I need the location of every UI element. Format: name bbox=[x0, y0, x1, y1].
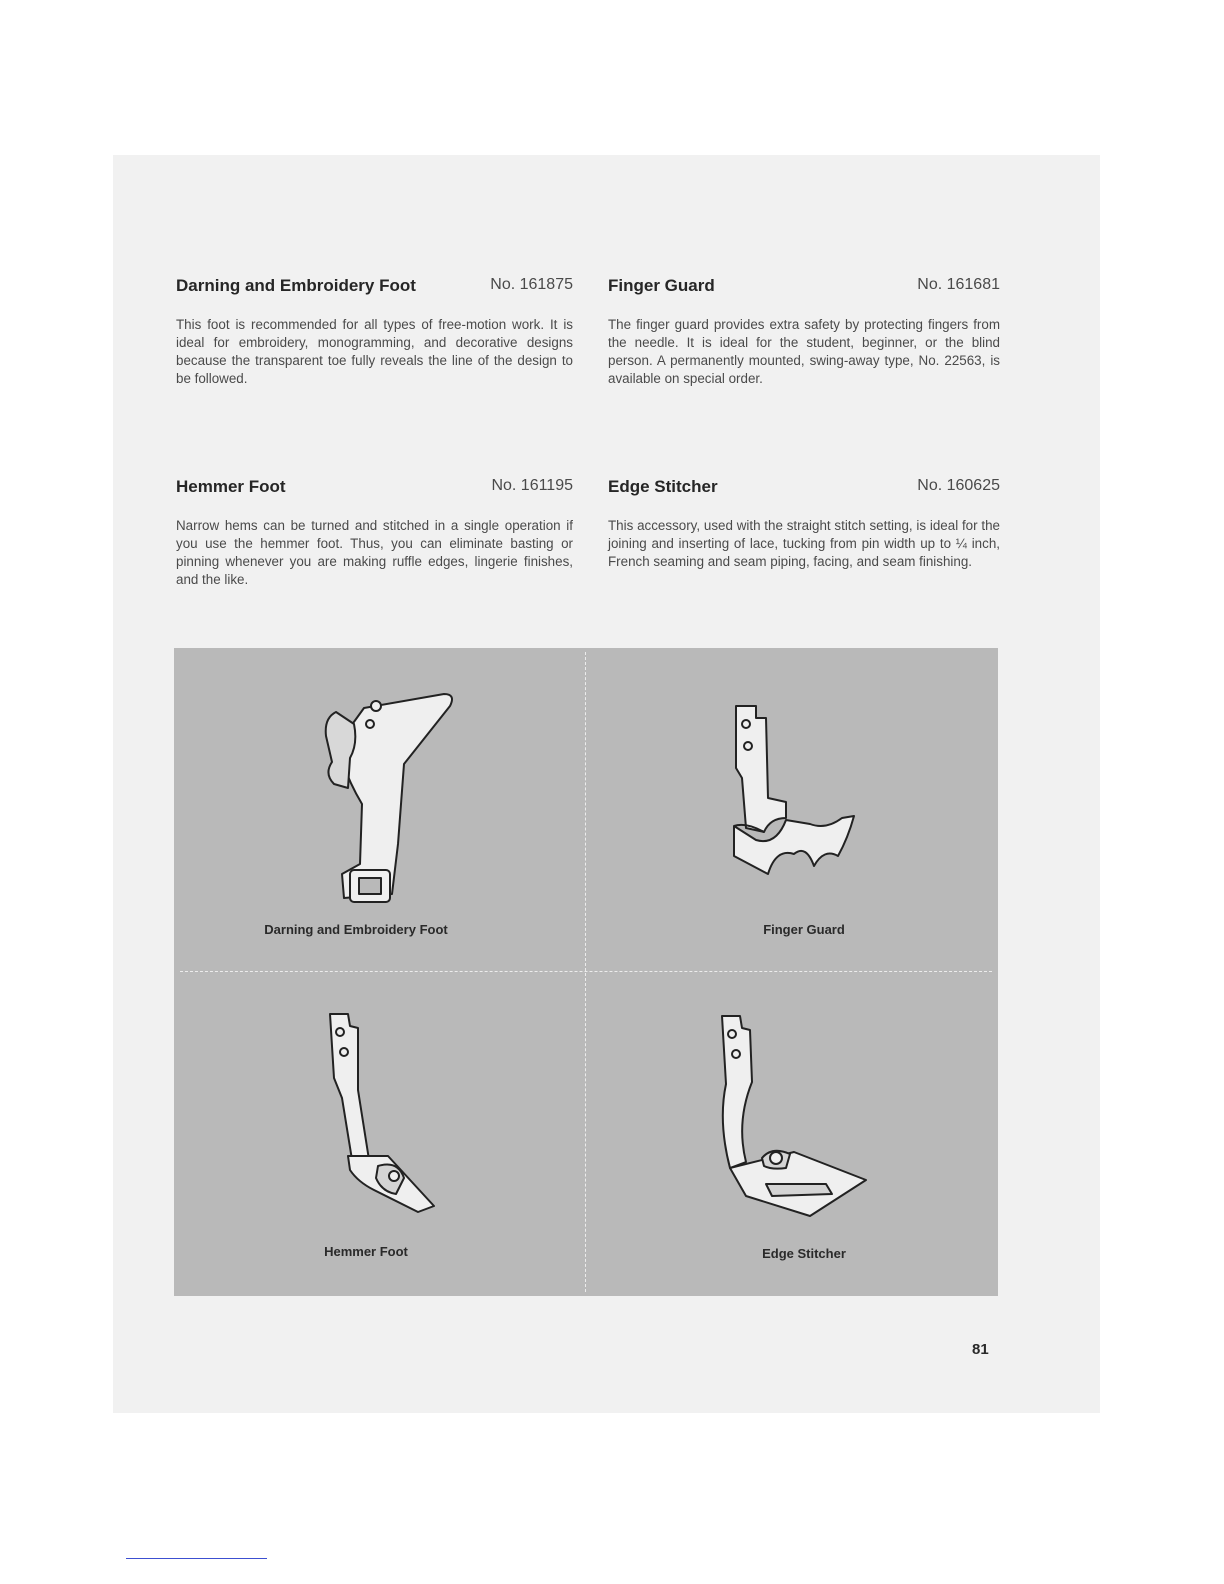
section-title: Hemmer Foot bbox=[176, 477, 286, 496]
section-title: Darning and Embroidery Foot bbox=[176, 276, 416, 295]
hemmer-foot-illustration bbox=[314, 1006, 474, 1226]
page-number: 81 bbox=[972, 1341, 989, 1358]
figure-darning-foot bbox=[174, 648, 586, 972]
figure-caption: Hemmer Foot bbox=[324, 1244, 408, 1259]
figure-caption: Darning and Embroidery Foot bbox=[264, 922, 448, 937]
section-title: Edge Stitcher bbox=[608, 477, 718, 496]
illustration-panel bbox=[174, 648, 998, 1296]
section-body: The finger guard provides extra safety by protecting fingers from the needle. It is ideal for the student, beginner, or the blind person. A permanently mounted, swing-away type, No. 22563, is available on special order. bbox=[608, 317, 1000, 386]
part-number: No. 161681 bbox=[917, 276, 1000, 293]
section-title: Finger Guard bbox=[608, 276, 715, 295]
section-body: This foot is recommended for all types of free-motion work. It is ideal for embroidery, monogramming, and decorative designs because the transparent toe fully reveals the line of the design to be followed. bbox=[176, 317, 573, 386]
figure-finger-guard bbox=[586, 648, 998, 972]
finger-guard-illustration bbox=[706, 698, 886, 898]
figure-caption: Finger Guard bbox=[763, 922, 845, 937]
section-edge-stitcher bbox=[608, 477, 1000, 571]
part-number: No. 161195 bbox=[491, 477, 573, 494]
section-hemmer-foot bbox=[176, 477, 573, 589]
section-darning-foot bbox=[176, 276, 573, 388]
footer-rule bbox=[126, 1558, 267, 1559]
section-body: Narrow hems can be turned and stitched in a single operation if you use the hemmer foot. Thus, you can eliminate basting or pinning whenever you are making ruffle edges, lingerie finishes, and the like. bbox=[176, 518, 573, 587]
part-number: No. 161875 bbox=[490, 276, 573, 293]
darning-foot-illustration bbox=[304, 684, 504, 924]
figure-caption: Edge Stitcher bbox=[762, 1246, 846, 1261]
figure-hemmer-foot bbox=[174, 972, 586, 1296]
section-finger-guard bbox=[608, 276, 1000, 388]
figure-edge-stitcher bbox=[586, 972, 998, 1296]
section-body: This accessory, used with the straight stitch setting, is ideal for the joining and inserting of lace, tucking from pin width up to ¼ inch, French seaming and seam piping, facing, and seam finishing. bbox=[608, 518, 1000, 569]
part-number: No. 160625 bbox=[917, 477, 1000, 494]
edge-stitcher-illustration bbox=[706, 1012, 906, 1242]
